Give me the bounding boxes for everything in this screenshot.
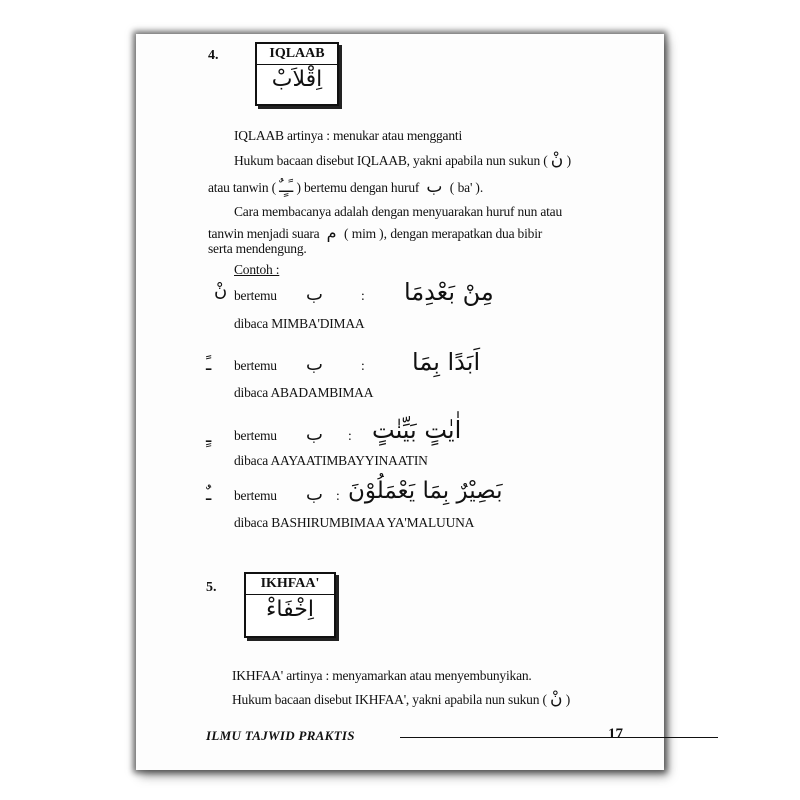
- book-page: [136, 34, 664, 770]
- section-title-arabic: اِخْفَاءْ: [266, 597, 314, 622]
- reading-line-1: Cara membacanya adalah dengan menyuarakan huruf nun atau: [234, 204, 563, 219]
- ba-glyph: ب: [426, 177, 443, 197]
- example-dibaca: dibaca MIMBA'DIMAA: [234, 316, 365, 331]
- section-title-box: [244, 572, 336, 638]
- page-number: 17: [608, 726, 623, 742]
- example-mark: ـً: [206, 354, 212, 375]
- example-dibaca: dibaca BASHIRUMBIMAA YA'MALUUNA: [234, 515, 475, 530]
- reading-line-3: serta mendengung.: [208, 241, 307, 256]
- example-mark: ـٍ: [206, 426, 212, 447]
- example-dibaca: dibaca AAYAATIMBAYYINAATIN: [234, 453, 428, 468]
- example-arabic: اَبَدًا بِمَا: [412, 348, 481, 376]
- rule-line: Hukum bacaan disebut IQLAAB, yakni apabila nun sukun ( نْ ): [234, 150, 571, 170]
- example-ba: ب: [306, 284, 323, 305]
- nun-sukun-glyph: نْ: [550, 150, 564, 170]
- section-title: IKHFAA': [246, 574, 334, 595]
- tanwin-glyph: ـًـٍـٌ: [279, 177, 294, 196]
- example-bertemu: bertemu: [234, 488, 277, 503]
- reading-line-2: tanwin menjadi suara م ( mim ), dengan merapatkan dua bibir: [208, 223, 543, 242]
- example-colon: :: [361, 358, 365, 373]
- mim-glyph: م: [326, 223, 337, 242]
- example-mark: نْ: [214, 280, 228, 301]
- example-colon: :: [336, 488, 340, 503]
- example-dibaca: dibaca ABADAMBIMAA: [234, 385, 374, 400]
- section-title: IQLAAB: [257, 44, 337, 65]
- example-bertemu: bertemu: [234, 358, 277, 373]
- footer-book-title: ILMU TAJWID PRAKTIS: [206, 728, 355, 743]
- definition-line: IKHFAA' artinya : menyamarkan atau menyembunyikan.: [232, 668, 532, 683]
- example-bertemu: bertemu: [234, 288, 277, 303]
- example-ba: ب: [306, 484, 323, 505]
- example-mark: ـٌ: [206, 484, 212, 505]
- definition-line: IQLAAB artinya : menukar atau mengganti: [234, 128, 463, 143]
- example-colon: :: [348, 428, 352, 443]
- example-arabic: مِنْ بَعْدِمَا: [404, 278, 494, 306]
- example-ba: ب: [306, 424, 323, 445]
- section-title-box: [255, 42, 339, 106]
- section-number: 5.: [206, 580, 217, 595]
- section-title-arabic: اِقْلاَبْ: [271, 67, 323, 92]
- examples-heading: Contoh :: [234, 262, 280, 277]
- section-number: 4.: [208, 48, 219, 63]
- footer-rule: [400, 737, 718, 738]
- example-colon: :: [361, 288, 365, 303]
- nun-sukun-glyph: نْ: [549, 689, 563, 709]
- example-arabic: اٰيٰتٍ بَيِّنٰتٍ: [372, 416, 462, 444]
- rule-line: Hukum bacaan disebut IKHFAA', yakni apabila nun sukun ( نْ ): [232, 689, 571, 709]
- rule-line-2: atau tanwin ( ـًـٍـٌ ) bertemu dengan huruf ب ( ba' ).: [208, 177, 484, 197]
- example-bertemu: bertemu: [234, 428, 277, 443]
- example-arabic: بَصِيْرٌ بِمَا يَعْمَلُوْنَ: [348, 478, 503, 504]
- example-ba: ب: [306, 354, 323, 375]
